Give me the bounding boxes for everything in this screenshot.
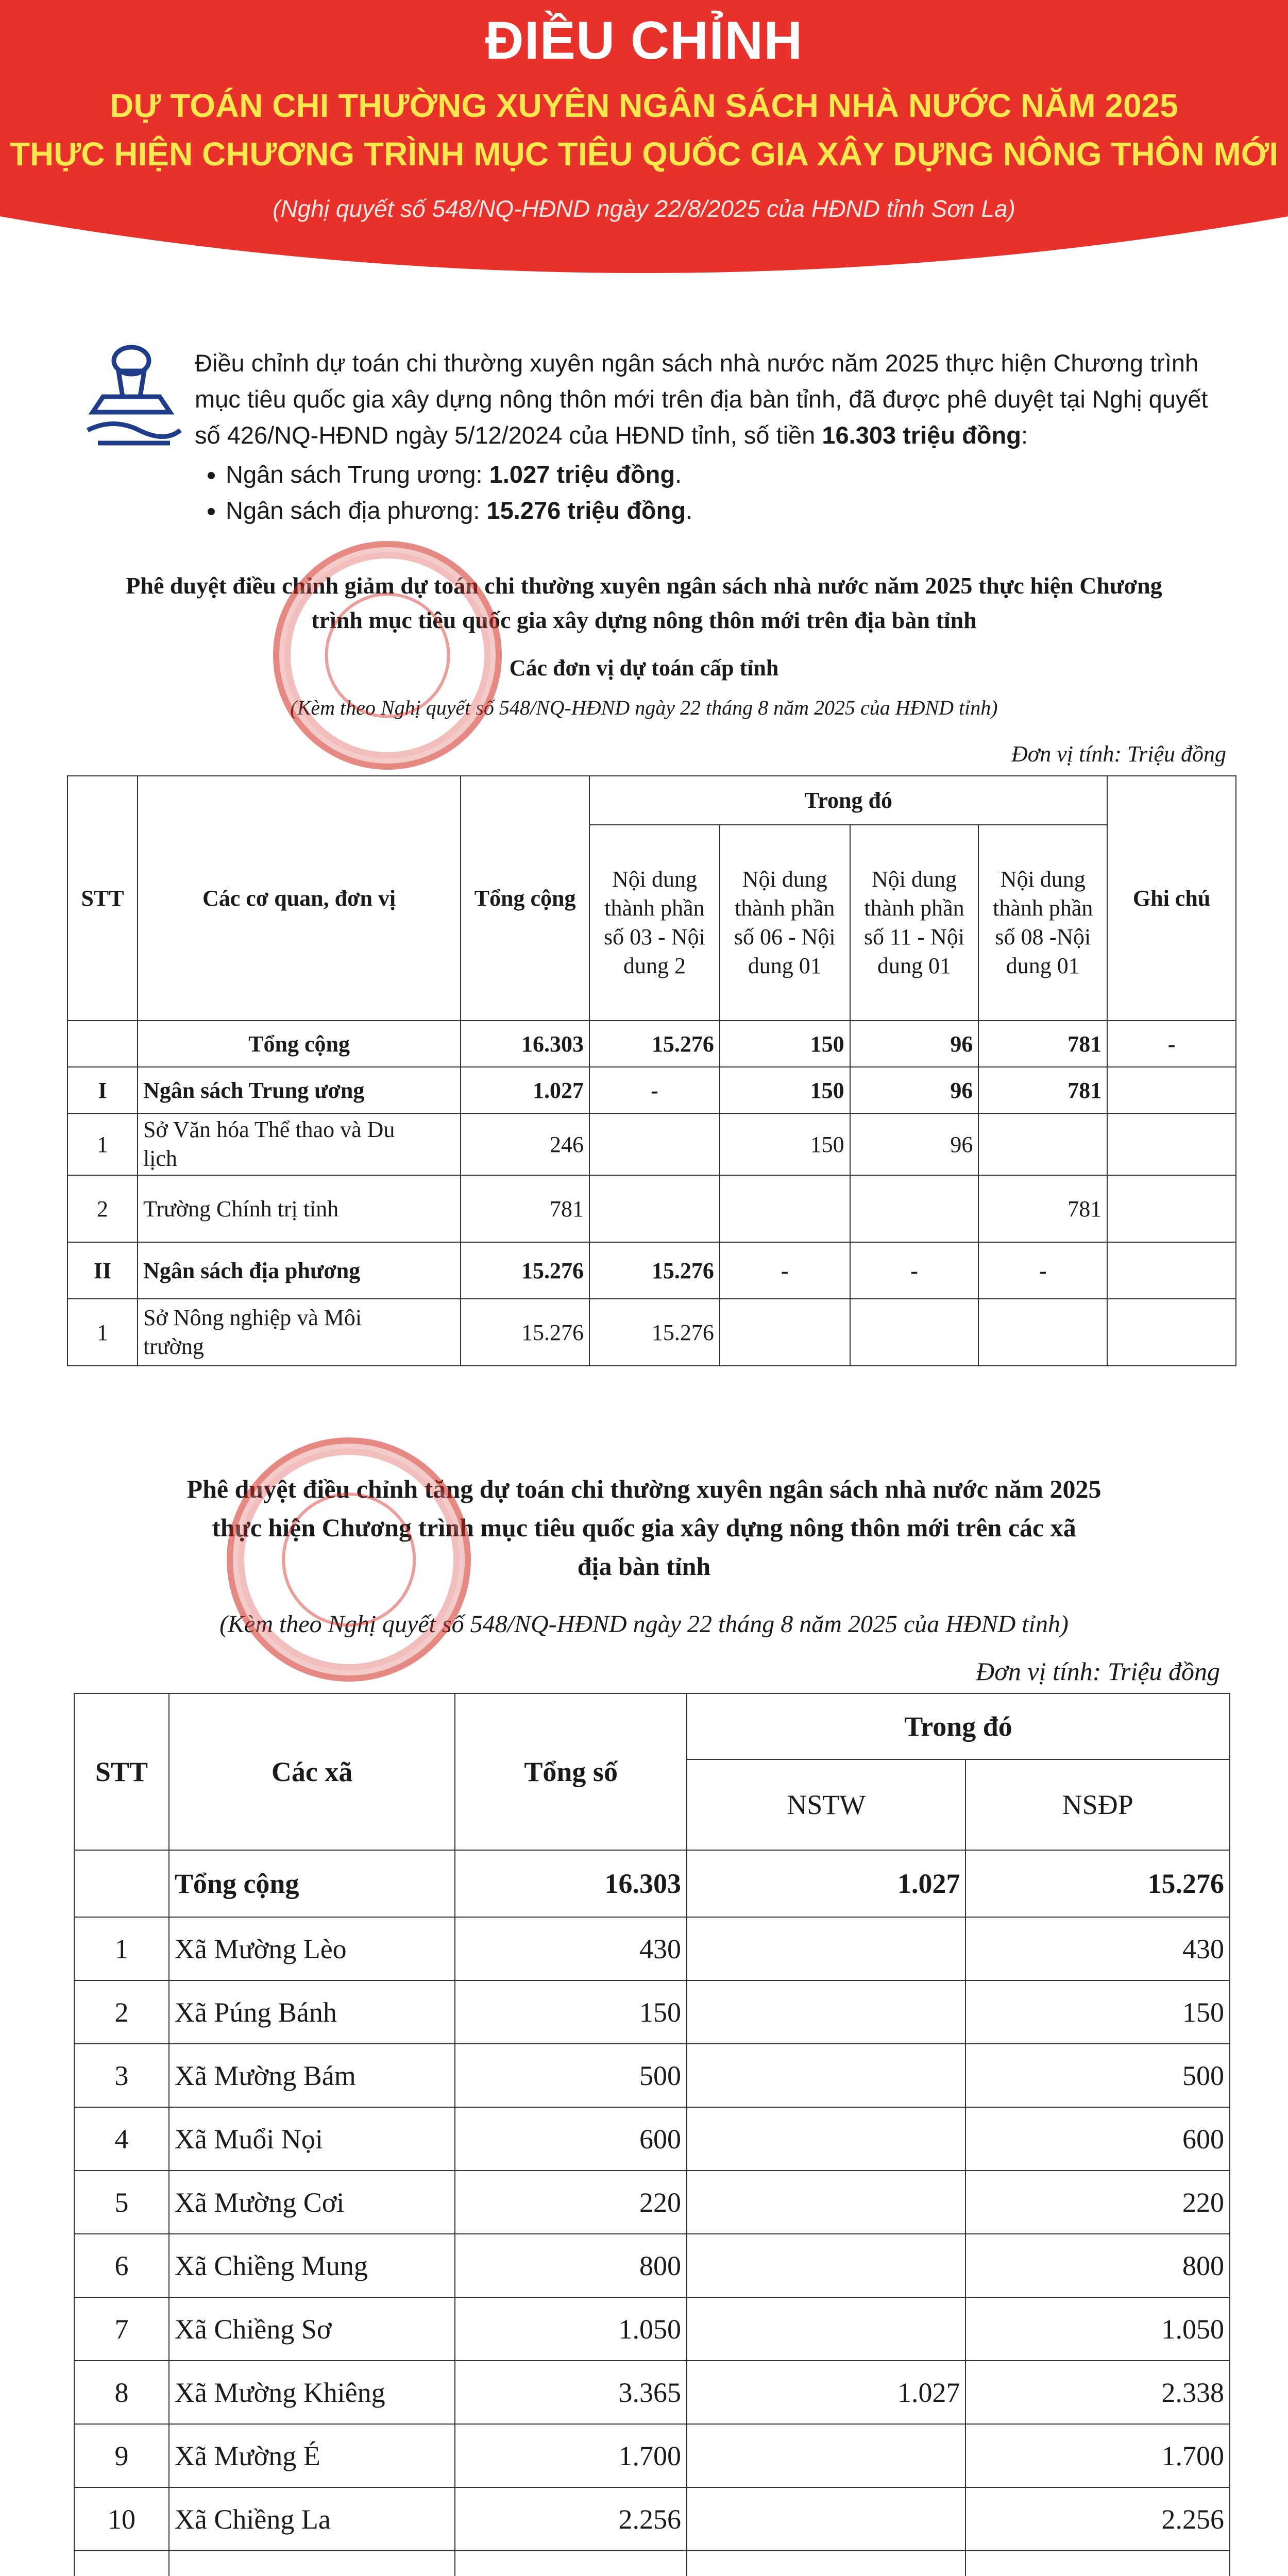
col-header-component-4: Nội dung thành phần số 08 -Nội dung 01 — [978, 825, 1107, 1021]
col-header-note: Ghi chú — [1107, 776, 1236, 1021]
table-row: 8 Xã Mường Khiêng 3.365 1.027 2.338 — [74, 2361, 1230, 2424]
intro-text — [195, 345, 1225, 529]
doc1-unit: Đơn vị tính: Triệu đồng — [1011, 741, 1226, 767]
intro-paragraph: Điều chỉnh dự toán chi thường xuyên ngân sách nhà nước năm 2025 thực hiện Chương trình mục tiêu quốc gia xây dựng nông thôn mới trên địa bàn tỉnh, đã được phê duyệt tại Nghị quyết số 426/NQ-HĐND ngày 5/12/2024 của HĐND tỉnh, số tiền 16.303 triệu đồng: — [195, 349, 1208, 449]
official-seal-2 — [227, 1437, 471, 1682]
doc1-title-line1: Phê duyệt điều chỉnh giảm dự toán chi thường xuyên ngân sách nhà nước năm 2025 thực hiện Chương — [126, 572, 1162, 599]
col-header-nstw: NSTW — [687, 1759, 965, 1850]
official-seal-1 — [273, 541, 502, 770]
doc2-attached-note: (Kèm theo Nghị quyết số 548/NQ-HĐND ngày 22 tháng 8 năm 2025 của HĐND tỉnh) — [219, 1611, 1069, 1638]
budget-list — [195, 456, 1225, 529]
col-header-stt: STT — [74, 1693, 169, 1850]
col-header-stt: STT — [67, 776, 138, 1021]
doc1-subtitle: Các đơn vị dự toán cấp tỉnh — [509, 655, 779, 681]
col-header-of-which: Trong đó — [687, 1693, 1230, 1759]
table-row: 10 Xã Chiềng La 2.256 2.256 — [74, 2487, 1230, 2551]
page-subtitle-line2: THỰC HIỆN CHƯƠNG TRÌNH MỤC TIÊU QUỐC GIA XÂY DỰNG NÔNG THÔN MỚI — [9, 135, 1279, 173]
doc2-table — [74, 1693, 1230, 2576]
doc1-attached-note: (Kèm theo Nghị quyết số 548/NQ-HĐND ngày 22 tháng 8 năm 2025 của HĐND tỉnh) — [290, 696, 998, 719]
table-row: I Ngân sách Trung ương 1.027 - 150 96 781 — [67, 1067, 1236, 1113]
doc1-title-line2: trình mục tiêu quốc gia xây dựng nông thôn mới trên địa bàn tỉnh — [311, 607, 977, 633]
table-row: Tổng cộng 16.303 15.276 150 96 781 - — [67, 1021, 1236, 1067]
col-header-of-which: Trong đó — [589, 776, 1107, 825]
table-row: 7 Xã Chiềng Sơ 1.050 1.050 — [74, 2297, 1230, 2361]
table-row: 1 Xã Mường Lèo 430 430 — [74, 1917, 1230, 1980]
table-row: 2 Trường Chính trị tỉnh 781 781 — [67, 1175, 1236, 1242]
list-item: • Ngân sách Trung ương: 1.027 triệu đồng. — [226, 456, 1225, 493]
table-row: 6 Xã Chiềng Mung 800 800 — [74, 2234, 1230, 2297]
intro-amount: 16.303 triệu đồng — [822, 421, 1021, 449]
table-row: 9 Xã Mường É 1.700 1.700 — [74, 2424, 1230, 2487]
col-header-commune: Các xã — [169, 1693, 455, 1850]
col-header-total: Tổng cộng — [461, 776, 589, 1021]
table-row: 5 Xã Mường Cơi 220 220 — [74, 2171, 1230, 2234]
table-row: 3 Xã Mường Bám 500 500 — [74, 2044, 1230, 2107]
table-row: 4 Xã Muổi Nọi 600 600 — [74, 2107, 1230, 2171]
doc2-title-line2: thực hiện Chương trình mục tiêu quốc gia xây dựng nông thôn mới trên các xã — [212, 1513, 1076, 1542]
col-header-component-3: Nội dung thành phần số 11 - Nội dung 01 — [850, 825, 979, 1021]
table-row: II Ngân sách địa phương 15.276 15.276 - - - — [67, 1242, 1236, 1299]
table-row: 2 Xã Púng Bánh 150 150 — [74, 1980, 1230, 2044]
doc2-title-line3: địa bàn tỉnh — [577, 1552, 711, 1581]
table-row — [74, 2551, 1230, 2576]
doc1-table — [67, 775, 1236, 1366]
col-header-agency: Các cơ quan, đơn vị — [138, 776, 461, 1021]
col-header-total: Tổng số — [455, 1693, 687, 1850]
table-row: 1 Sở Nông nghiệp và Môi trường 15.276 15.276 — [67, 1299, 1236, 1366]
page-title: ĐIỀU CHỈNH — [485, 11, 803, 71]
header-banner — [0, 0, 1288, 309]
table-row: 1 Sở Văn hóa Thể thao và Du lịch 246 150 96 — [67, 1113, 1236, 1175]
list-item: • Ngân sách địa phương: 15.276 triệu đồng. — [226, 493, 1225, 529]
doc2-unit: Đơn vị tính: Triệu đồng — [976, 1657, 1220, 1686]
col-header-component-1: Nội dung thành phần số 03 - Nội dung 2 — [589, 825, 720, 1021]
doc2-title-line1: Phê duyệt điều chỉnh tăng dự toán chi thường xuyên ngân sách nhà nước năm 2025 — [187, 1475, 1101, 1503]
stamp-icon — [82, 340, 185, 453]
col-header-component-2: Nội dung thành phần số 06 - Nội dung 01 — [720, 825, 850, 1021]
resolution-note: (Nghị quyết số 548/NQ-HĐND ngày 22/8/2025 của HĐND tỉnh Sơn La) — [273, 195, 1015, 222]
table-row-total: Tổng cộng 16.303 1.027 15.276 — [74, 1850, 1230, 1917]
col-header-nsdp: NSĐP — [965, 1759, 1230, 1850]
page-subtitle-line1: DỰ TOÁN CHI THƯỜNG XUYÊN NGÂN SÁCH NHÀ NƯỚC NĂM 2025 — [110, 87, 1178, 124]
